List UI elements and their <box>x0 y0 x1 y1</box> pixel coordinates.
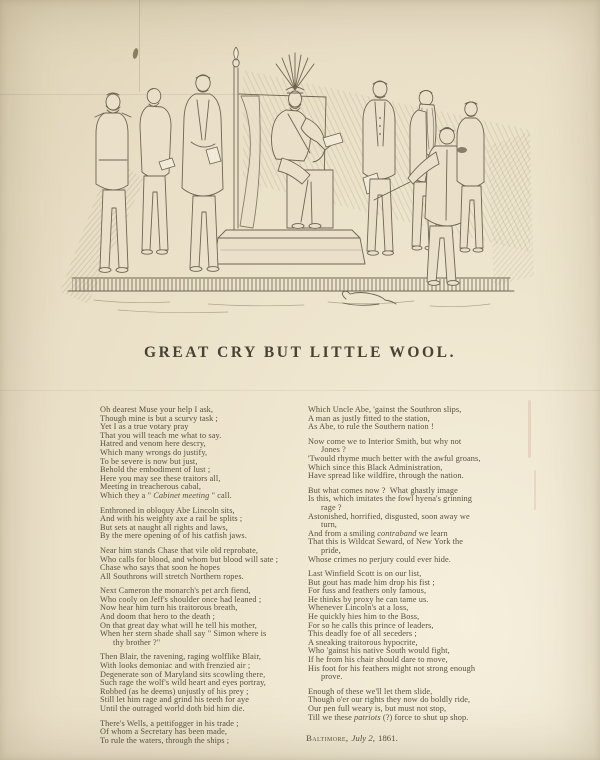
platform-dais <box>214 230 365 264</box>
poem-line: Last Winfield Scott is on our list, <box>308 569 422 579</box>
poem-stanza <box>100 720 310 746</box>
poem-line: That you will teach me what to say. <box>100 430 222 440</box>
poem-line: When her stern shade shall say " Simon where is <box>100 629 267 639</box>
poem-line: If he from his chair should dare to move, <box>308 655 448 665</box>
poem-column-right <box>308 406 553 728</box>
poem-line: That this is Wildcat Seward, of New York the <box>308 537 464 547</box>
paper-fold-line <box>0 390 600 391</box>
poem-line: Though mine is but a scurvy task ; <box>100 413 218 423</box>
poem-line: prove. <box>308 672 343 682</box>
poem-stanza <box>308 688 553 722</box>
poem-stanza <box>100 653 310 713</box>
poem-line: There's Wells, a pettifogger in his trade ; <box>100 718 239 728</box>
torch-flame <box>234 47 239 60</box>
dateline-year: 1861. <box>377 733 398 743</box>
poem-line: With looks demoniac and with frenzied air ; <box>100 661 251 671</box>
poem-stanza <box>100 507 310 541</box>
poem-line: Robbed (as he deems) unjustly of his prey ; <box>100 686 249 696</box>
cabinet-figures-right <box>363 81 484 285</box>
poem-line: 'Twould rhyme much better with the awful groans, <box>308 453 481 463</box>
poem-line: But sets at naught all rights and laws, <box>100 522 228 532</box>
dateline <box>306 733 398 743</box>
poem-line: All Southrons will stretch Northern ropes. <box>100 571 244 581</box>
poem-line: Till we these patriots (?) force to shut up shop. <box>308 712 469 722</box>
poem-line: Who calls for blood, and whom but blood will sate ; <box>100 554 279 564</box>
poem-line: Still let him rage and grind his teeth for aye <box>100 695 250 705</box>
poem-line: Near him stands Chase that vile old reprobate, <box>100 545 259 555</box>
poem-line: Which they a " Cabinet meeting " call. <box>100 490 232 500</box>
standing-figure-vest <box>363 81 395 255</box>
poem-line: Enthroned in obloquy Abe Lincoln sits, <box>100 505 235 515</box>
poem-line: And doom that hero to the death ; <box>100 612 216 622</box>
poem-line: Chase who says that soon he hopes <box>100 563 220 573</box>
poem-line: On that great day what will he tell his mother, <box>100 620 257 630</box>
poem-stanza <box>100 547 310 581</box>
poem-line: Now hear him turn his traitorous breath, <box>100 603 238 613</box>
poem-line: But gout has made him drop his fist ; <box>308 577 435 587</box>
poem-column-left <box>100 406 310 751</box>
poem-line: Whenever Lincoln's at a loss, <box>308 603 409 613</box>
poem-line: He quickly hies him to the Boss, <box>308 612 420 622</box>
poem-line: Of whom a Secretary has been made, <box>100 727 228 737</box>
poem-line: To rule the waters, through the ships ; <box>100 735 230 745</box>
poem-line: Our pen full weary is, but must not stop, <box>308 704 447 713</box>
poem-line: Degenerate son of Maryland sits scowling there, <box>100 669 266 679</box>
poem-line: For fuss and feathers only famous, <box>308 586 427 596</box>
poem-line: As Abe, to rule the Southern nation ! <box>308 422 434 432</box>
poem-line: Is this, which imitates the fowl hyena's grinning <box>308 494 473 504</box>
poem-stanza <box>308 406 553 432</box>
poem-line: To be severe is now but just, <box>100 456 198 466</box>
poem-line: And with his weighty axe a rail be splits ; <box>100 514 243 524</box>
standing-figure-tall <box>182 75 223 272</box>
poem-line: Next Cameron the monarch's pet arch fiend, <box>100 586 251 596</box>
poem-line: pride, <box>308 545 341 555</box>
poem-line: By the mere opening of of his catfish jaws. <box>100 531 247 541</box>
standing-figure-bald <box>140 88 175 254</box>
poem-line: thy brother ?" <box>100 637 161 647</box>
poem-stanza <box>308 438 553 481</box>
poem-line: Though o'er our rights they now do boldly ride, <box>308 695 471 705</box>
poem-line: Then Blair, the ravening, raging wolflike Blair, <box>100 652 262 662</box>
poem-line: A sneaking traitorous hypocrite, <box>308 637 418 647</box>
poem-line: He thinks by proxy he can tame us. <box>308 594 429 604</box>
poem-line: Jones ? <box>308 445 346 455</box>
poem-line: For so he calls this prince of leaders, <box>308 620 434 630</box>
poem-line: Now come we to Interior Smith, but why not <box>308 436 462 446</box>
poem-line: Oh dearest Muse your help I ask, <box>100 405 214 414</box>
political-cartoon-engraving <box>58 40 542 318</box>
poem-line: Such rage the wolf's wild heart and eyes portray, <box>100 678 266 688</box>
poem-stanza <box>308 487 553 564</box>
poem-line: Who 'gainst his native South would fight, <box>308 646 450 656</box>
page-title: GREAT CRY BUT LITTLE WOOL. <box>143 344 457 361</box>
hat-in-hand <box>457 147 467 153</box>
poem-line: Behold the embodiment of lust ; <box>100 465 211 475</box>
poem-line: Who cooly on Jeff's shoulder once had leaned ; <box>100 594 262 604</box>
poem-line: Yet I as a true votary pray <box>100 422 189 432</box>
dateline-date: July 2, <box>351 733 375 743</box>
poem-line: Which since this Black Administration, <box>308 462 443 472</box>
poem-line: turn, <box>308 520 337 530</box>
poem-line: Hatred and venom here descry, <box>100 439 206 449</box>
poem-line: rage ? <box>308 502 342 512</box>
dateline-place: Baltimore, <box>306 733 349 743</box>
poem-line: Meeting in treacherous cabal, <box>100 482 202 492</box>
poem-line: Have spread like wildfire, through the nation. <box>308 471 464 481</box>
poem-line: Here you may see these traitors all, <box>100 473 221 483</box>
poem-line: Until the outraged world doth bid him die. <box>100 704 245 713</box>
poem-line: A man as justly fitted to the station, <box>308 413 430 423</box>
poem-line: Which many wrongs do justify, <box>100 447 208 457</box>
poem-line: Enough of these we'll let them slide, <box>308 686 433 696</box>
poem-line: Which Uncle Abe, 'gainst the Southron slips, <box>308 405 462 414</box>
poem-line: Whose crimes no perjury could ever hide. <box>308 554 451 564</box>
poem-line: His foot for his feathers might not strong enough <box>308 663 476 673</box>
poem-stanza <box>100 406 310 501</box>
poem-line: This deadly foe of all seceders ; <box>308 629 417 639</box>
poem-stanza <box>308 570 553 682</box>
poem-line: Astonished, horrified, disgusted, soon away we <box>308 511 470 521</box>
poem-stanza <box>100 587 310 647</box>
poem-line: But what comes now ? What ghastly image <box>308 485 458 495</box>
poem-line: And from a smiling contraband we learn <box>308 528 448 538</box>
